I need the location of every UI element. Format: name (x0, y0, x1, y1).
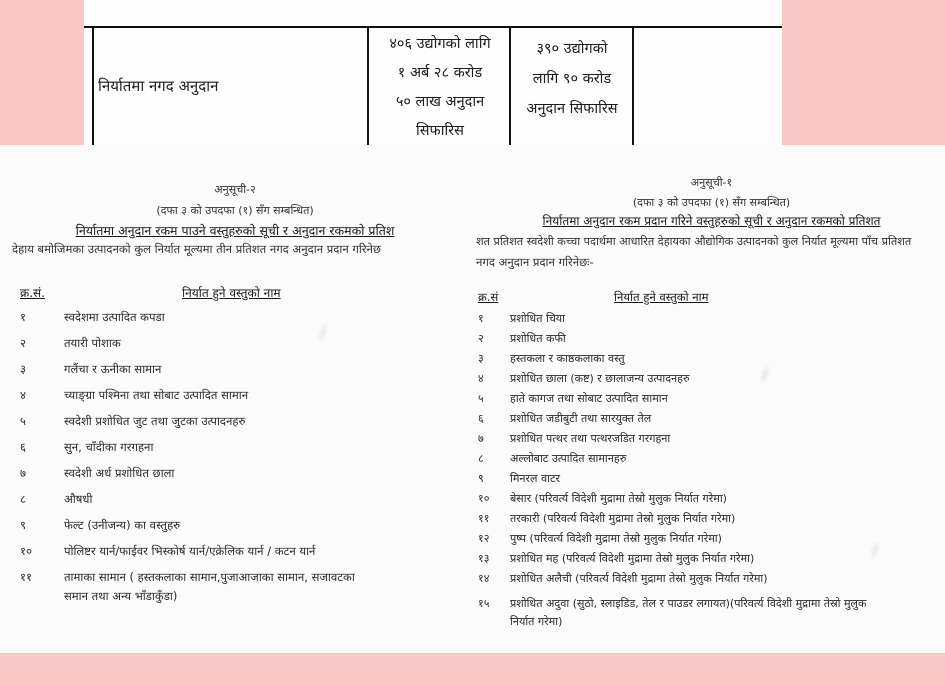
list-item (478, 371, 690, 386)
col2-line: अनुदान सिफारिस (526, 101, 618, 117)
list-item (478, 471, 560, 486)
list-item (478, 431, 670, 446)
item-text: सुन, चाँदीका गरगहना (64, 440, 154, 454)
list-item (478, 531, 722, 546)
item-number: २ (20, 336, 26, 350)
table-divider-2 (509, 26, 511, 150)
list-item (478, 491, 727, 506)
schedule-1-col-sn: क्र.सं (478, 290, 499, 304)
schedule-1-intro: शत प्रतिशत स्वदेशी कच्चा पदार्थमा आधारित देहायका औद्योगिक उत्पादनको कुल निर्यात मूल्यमा पाँच प्रतिशत (476, 235, 912, 248)
schedule-1-intro-cont: नगद अनुदान प्रदान गरिनेछः- (476, 255, 594, 269)
schedule-1-col-name: निर्यात हुने वस्तुको नाम (614, 290, 709, 304)
col1-line: सिफारिस (416, 123, 464, 139)
item-text: स्वदेशी प्रशोधित जुट तथा जुटका उत्पादनहरु (64, 414, 246, 428)
item-number: ६ (478, 412, 484, 425)
item-text: प्रशोधित पत्थर तथा पत्थरजडित गरगहना (510, 432, 671, 445)
schedule-2-heading: निर्यातमा अनुदान रकम पाउने वस्तुहरुको सूची र अनुदान रकमको प्रतिश (75, 223, 395, 238)
schedule-1-subtitle: (दफा ३ को उपदफा (१) सँग सम्बन्धित) (632, 196, 791, 209)
item-text: स्वदेशी अर्ध प्रशोधित छाला (64, 466, 175, 480)
col1-line: १ अर्ब २८ करोड (397, 65, 483, 81)
col1-line: ५० लाख अनुदान (395, 94, 485, 110)
item-number: १२ (478, 532, 490, 545)
item-text: फेल्ट (उनीजन्य) का वस्तुहरु (64, 518, 181, 532)
background-strip (782, 0, 945, 128)
item-number: ७ (20, 466, 26, 480)
item-text: हस्तकला र काष्ठकलाका वस्तु (510, 352, 625, 365)
paper-smudge (757, 362, 774, 386)
item-number: १३ (478, 552, 490, 565)
list-item (20, 518, 180, 533)
background-strip (0, 653, 945, 685)
schedule-2-col-name: निर्यात हुने वस्तुको नाम (182, 286, 281, 300)
item-number: ४ (478, 372, 484, 385)
list-item (20, 362, 161, 377)
list-item (478, 571, 768, 586)
table-border-top (84, 26, 782, 28)
item-text: तरकारी (परिवर्त्य विदेशी मुद्रामा तेस्रो मुलुक निर्यात गरेमा) (510, 512, 736, 525)
item-number: ४ (20, 388, 26, 402)
item-text: प्रशोधित मह (परिवर्त्य विदेशी मुद्रामा तेस्रो मुलुक निर्यात गरेमा) (510, 552, 755, 565)
list-item (20, 466, 174, 481)
schedule-2-col-sn: क्र.सं. (20, 286, 45, 300)
col1-line: ४०६ उद्योगको लागि (389, 36, 491, 52)
item-text: मिनरल वाटर (510, 472, 560, 485)
list-item (478, 351, 625, 366)
item-number: ८ (478, 452, 484, 465)
table-divider-3 (632, 26, 634, 150)
item-number: ५ (478, 392, 484, 405)
item-number: १० (478, 492, 490, 505)
item-text: पोलिष्टर यार्न/फाईवर भिस्कोर्ष यार्न/एक्रेलिक यार्न / कटन यार्न (64, 544, 316, 558)
item-text: पुष्प (परिवर्त्य विदेशी मुद्रामा तेस्रो मुलुक निर्यात गरेमा) (510, 532, 722, 545)
item-text: प्रशोधित जडीबुटी तथा सारयुक्त तेल (510, 412, 652, 425)
item-text: गलैंचा र ऊनीका सामान (64, 362, 162, 376)
item-number: ११ (478, 512, 490, 525)
list-item (478, 311, 565, 326)
item-number: १ (478, 312, 484, 325)
table-border-left (92, 26, 94, 150)
paper-smudge (867, 538, 884, 562)
list-item-continuation (510, 614, 562, 629)
item-number: ५ (20, 414, 26, 428)
list-item (478, 596, 866, 611)
item-text: समान तथा अन्य भाँडाकुँडा) (64, 589, 178, 603)
item-number: ८ (20, 492, 26, 506)
item-text: बेसार (परिवर्त्य विदेशी मुद्रामा तेस्रो मुलुक निर्यात गरेमा) (510, 492, 727, 505)
list-item (478, 551, 754, 566)
paper-smudge (315, 320, 332, 344)
schedule-2-subtitle: (दफा ३ को उपदफा (१) सँग सम्बन्धित) (156, 204, 314, 217)
list-item (478, 331, 566, 346)
col2-line: लागि ९० करोड (532, 71, 612, 87)
item-text: प्रशोधित अदुवा (सुठो, स्लाइडिड, तेल र पाउडर लगायत)(परिवर्त्य विदेशी मुद्रामा तेस्रो मुलुक (510, 597, 867, 610)
item-number: १० (20, 544, 32, 558)
table-divider-1 (367, 26, 369, 150)
row-label: निर्यातमा नगद अनुदान (98, 77, 219, 95)
list-item (20, 570, 355, 585)
item-text: प्रशोधित अलैची (परिवर्त्य विदेशी मुद्रामा तेस्रो मुलुक निर्यात गरेमा) (510, 572, 768, 585)
item-text: तामाका सामान ( हस्तकलाका सामान,पुजाआजाका सामान, सजावटका (64, 570, 355, 584)
col2-cell (514, 34, 630, 124)
item-text: अल्लोबाट उत्पादित सामानहरु (510, 452, 627, 465)
list-item (20, 336, 121, 351)
item-number: ११ (20, 570, 32, 584)
item-text: निर्यात गरेमा) (510, 615, 563, 628)
schedule-1-title: अनुसूची-१ (690, 176, 733, 189)
list-item (478, 451, 626, 466)
list-item (20, 388, 248, 403)
item-number: ७ (478, 432, 484, 445)
schedule-2-title: अनुसूची-२ (214, 183, 256, 196)
list-item-continuation (64, 589, 177, 604)
item-text: स्वदेशमा उत्पादित कपडा (64, 310, 165, 324)
item-number: १५ (478, 597, 490, 610)
list-item (478, 511, 735, 526)
item-number: २ (478, 332, 484, 345)
document-sheet (0, 145, 945, 653)
item-text: औषधी (64, 492, 93, 506)
schedule-2-intro: देहाय बमोजिमका उत्पादनको कुल निर्यात मूल्यमा तीन प्रतिशत नगद अनुदान प्रदान गरिनेछ (12, 242, 381, 256)
item-text: प्रशोधित छाला (कष्ट) र छालाजन्य उत्पादनहरु (510, 372, 690, 385)
list-item (20, 492, 92, 507)
item-number: १४ (478, 572, 490, 585)
item-number: ९ (20, 518, 26, 532)
schedule-1-heading: निर्यातमा अनुदान रकम प्रदान गरिने वस्तुहरुको सूची र अनुदान रकमको प्रतिशत (542, 214, 881, 228)
col1-cell (372, 30, 508, 146)
col2-line: ३९० उद्योगको (536, 41, 608, 57)
item-text: तयारी पोशाक (64, 336, 121, 350)
list-item (20, 440, 153, 455)
item-number: ३ (478, 352, 484, 365)
list-item (20, 310, 165, 325)
item-number: १ (20, 310, 26, 324)
item-text: प्रशोधित कफी (510, 332, 566, 345)
item-number: ९ (478, 472, 484, 485)
item-text: हाते कागज तथा सोबाट उत्पादित सामान (510, 392, 668, 405)
top-table-sheet (84, 0, 782, 150)
item-text: प्रशोधित चिया (510, 312, 566, 325)
item-number: ६ (20, 440, 26, 454)
list-item (478, 411, 651, 426)
item-number: ३ (20, 362, 26, 376)
list-item (478, 391, 668, 406)
list-item (20, 544, 315, 559)
list-item (20, 414, 245, 429)
item-text: च्याङ्ग्रा पश्मिना तथा सोबाट उत्पादित सामान (64, 388, 249, 402)
